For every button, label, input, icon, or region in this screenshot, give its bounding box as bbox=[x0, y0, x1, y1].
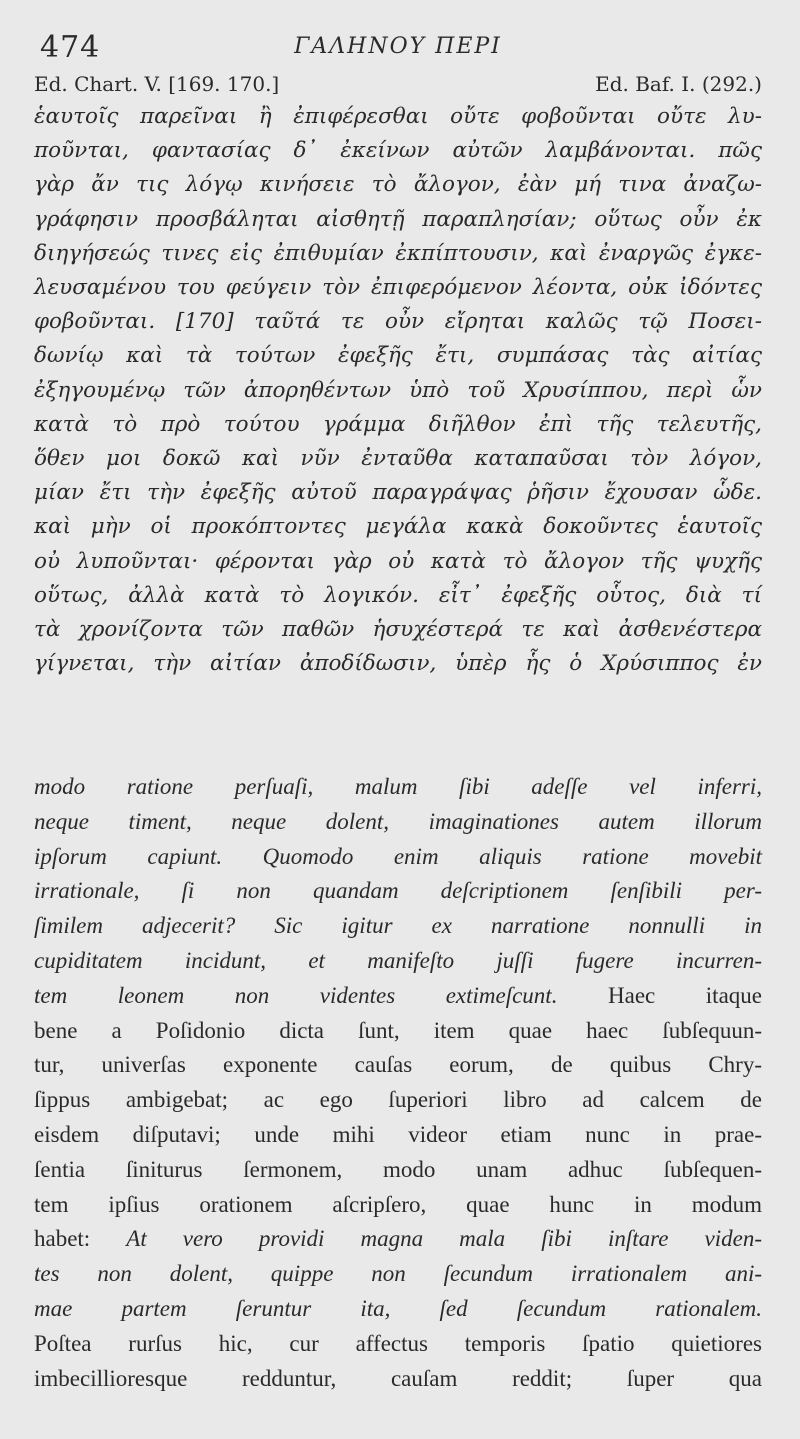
greek-text-line: μίαν ἔτι τὴν ἐφεξῆς αὐτοῦ παραγράψας ῥῆσιν ἔχουσαν ὧδε. bbox=[34, 480, 762, 506]
greek-text-line: καὶ μὴν οἱ προκόπτοντες μεγάλα κακὰ δοκοῦντες ἑαυτοῖς bbox=[34, 514, 762, 540]
greek-text-line: γὰρ ἄν τις λόγῳ κινήσειε τὸ ἄλογον, ἐὰν μή τινα ἀναζω- bbox=[34, 172, 762, 198]
latin-text-line bbox=[34, 1118, 762, 1153]
latin-roman-segment: tem ipſius orationem aſcripſero, quae hunc in modum bbox=[34, 1191, 762, 1217]
greek-text-line: κατὰ τὸ πρὸ τούτου γράμμα διῆλθον ἐπὶ τῆς τελευτῆς, bbox=[34, 411, 762, 437]
greek-text-line: φοβοῦνται. [170] ταῦτά τε οὖν εἴρηται καλῶς τῷ Ποσει- bbox=[34, 309, 762, 335]
latin-text-line bbox=[34, 1362, 762, 1397]
latin-italic-segment: neque timent, neque dolent, imaginationes autem illorum bbox=[34, 808, 762, 834]
latin-italic-segment: mae partem ſeruntur ita, ſed ſecundum rationalem. bbox=[34, 1295, 762, 1321]
latin-text-line bbox=[34, 1292, 762, 1327]
greek-text-line: γράφησιν προσβάληται αἰσθητῇ παραπλησίαν; οὕτως οὖν ἐκ bbox=[34, 206, 762, 232]
latin-text-line bbox=[34, 909, 762, 944]
latin-text-line bbox=[34, 944, 762, 979]
edition-reference-line bbox=[34, 72, 762, 100]
latin-italic-segment: irrationale, ſi non quandam deſcriptionem ſenſibili per- bbox=[34, 878, 762, 904]
latin-italic-segment: ſimilem adjecerit? Sic igitur ex narratione nonnulli in bbox=[34, 913, 762, 939]
greek-text-line: γίγνεται, τὴν αἰτίαν ἀποδίδωσιν, ὑπὲρ ἧς ὁ Χρύσιππος ἐν bbox=[34, 651, 762, 677]
greek-text-line: ὅθεν μοι δοκῶ καὶ νῦν ἐνταῦθα καταπαῦσαι τὸν λόγον, bbox=[34, 446, 762, 472]
latin-text-line bbox=[34, 1048, 762, 1083]
latin-text-line bbox=[34, 1327, 762, 1362]
latin-text-line bbox=[34, 1153, 762, 1188]
latin-text-line bbox=[34, 770, 762, 805]
greek-text-line: διηγήσεώς τινες εἰς ἐπιθυμίαν ἐκπίπτουσιν, καὶ ἐναργῶς ἐγκε- bbox=[34, 240, 762, 266]
latin-text-line bbox=[34, 1188, 762, 1223]
latin-roman-segment: imbecillioresque redduntur, cauſam reddit; ſuper qua bbox=[34, 1365, 762, 1391]
latin-italic-segment: tem leonem non videntes extimeſcunt. bbox=[34, 982, 558, 1008]
greek-text-line: λευσαμένου του φεύγειν τὸν ἐπιφερόμενον λέοντα, οὐκ ἰδόντες bbox=[34, 275, 762, 301]
greek-text-line: ἐξηγουμένῳ τῶν ἀπορηθέντων ὑπὸ τοῦ Χρυσίππου, περὶ ὧν bbox=[34, 377, 762, 403]
latin-roman-segment: Haec itaque bbox=[557, 982, 762, 1008]
edition-reference-left: Ed. Chart. V. [169. 170.] bbox=[34, 72, 280, 96]
greek-text-line: ἑαυτοῖς παρεῖναι ἢ ἐπιφέρεσθαι οὔτε φοβοῦνται οὔτε λυ- bbox=[34, 104, 762, 129]
latin-text-line bbox=[34, 805, 762, 840]
latin-text-line bbox=[34, 1222, 762, 1257]
greek-text-line: τὰ χρονίζοντα τῶν παθῶν ἡσυχέστερά τε καὶ ἀσθενέστερα bbox=[34, 617, 762, 643]
running-title: ΓΑΛΗΝΟΥ ΠΕΡΙ bbox=[294, 34, 502, 59]
latin-italic-segment: At vero providi magna mala ſibi inſtare viden- bbox=[126, 1226, 762, 1252]
latin-text-line bbox=[34, 874, 762, 909]
greek-text-line: δωνίῳ καὶ τὰ τούτων ἐφεξῆς ἔτι, συμπάσας τὰς αἰτίας bbox=[34, 343, 762, 369]
latin-text-line bbox=[34, 1257, 762, 1292]
edition-reference-right: Ed. Baf. I. (292.) bbox=[595, 72, 762, 96]
latin-roman-segment: tur, univerſas exponente cauſas eorum, de quibus Chry- bbox=[34, 1052, 762, 1078]
latin-text-line bbox=[34, 1083, 762, 1118]
latin-italic-segment: tes non dolent, quippe non ſecundum irrationalem ani- bbox=[34, 1261, 762, 1287]
latin-text-block bbox=[34, 770, 762, 1396]
latin-roman-segment: habet: bbox=[34, 1226, 127, 1252]
greek-text-line: οὕτως, ἀλλὰ κατὰ τὸ λογικόν. εἶτ᾽ ἐφεξῆς οὗτος, διὰ τί bbox=[34, 582, 762, 608]
greek-text-block bbox=[34, 100, 762, 681]
latin-text-line bbox=[34, 979, 762, 1014]
page-number: 474 bbox=[40, 30, 101, 65]
latin-roman-segment: ſentia ſiniturus ſermonem, modo unam adhuc ſubſequen- bbox=[34, 1156, 762, 1182]
greek-text-line: ποῦνται, φαντασίας δ᾽ ἐκείνων αὐτῶν λαμβάνονται. πῶς bbox=[34, 138, 762, 164]
page-header bbox=[34, 28, 762, 65]
latin-roman-segment: bene a Poſidonio dicta ſunt, item quae haec ſubſequun- bbox=[34, 1017, 762, 1043]
latin-italic-segment: ipſorum capiunt. Quomodo enim aliquis ratione movebit bbox=[34, 843, 762, 869]
latin-italic-segment: modo ratione perſuaſi, malum ſibi adeſſe vel inferri, bbox=[34, 774, 762, 799]
greek-text-line: οὐ λυποῦνται· φέρονται γὰρ οὐ κατὰ τὸ ἄλογον τῆς ψυχῆς bbox=[34, 548, 762, 574]
latin-roman-segment: ſippus ambigebat; ac ego ſuperiori libro ad calcem de bbox=[34, 1087, 762, 1113]
latin-text-line bbox=[34, 1014, 762, 1049]
latin-italic-segment: cupiditatem incidunt, et manifeſto juſſi fugere incurren- bbox=[34, 947, 762, 973]
latin-roman-segment: eisdem diſputavi; unde mihi videor etiam nunc in prae- bbox=[34, 1121, 762, 1147]
latin-roman-segment: Poſtea rurſus hic, cur affectus temporis ſpatio quietiores bbox=[34, 1330, 762, 1356]
latin-text-line bbox=[34, 840, 762, 875]
